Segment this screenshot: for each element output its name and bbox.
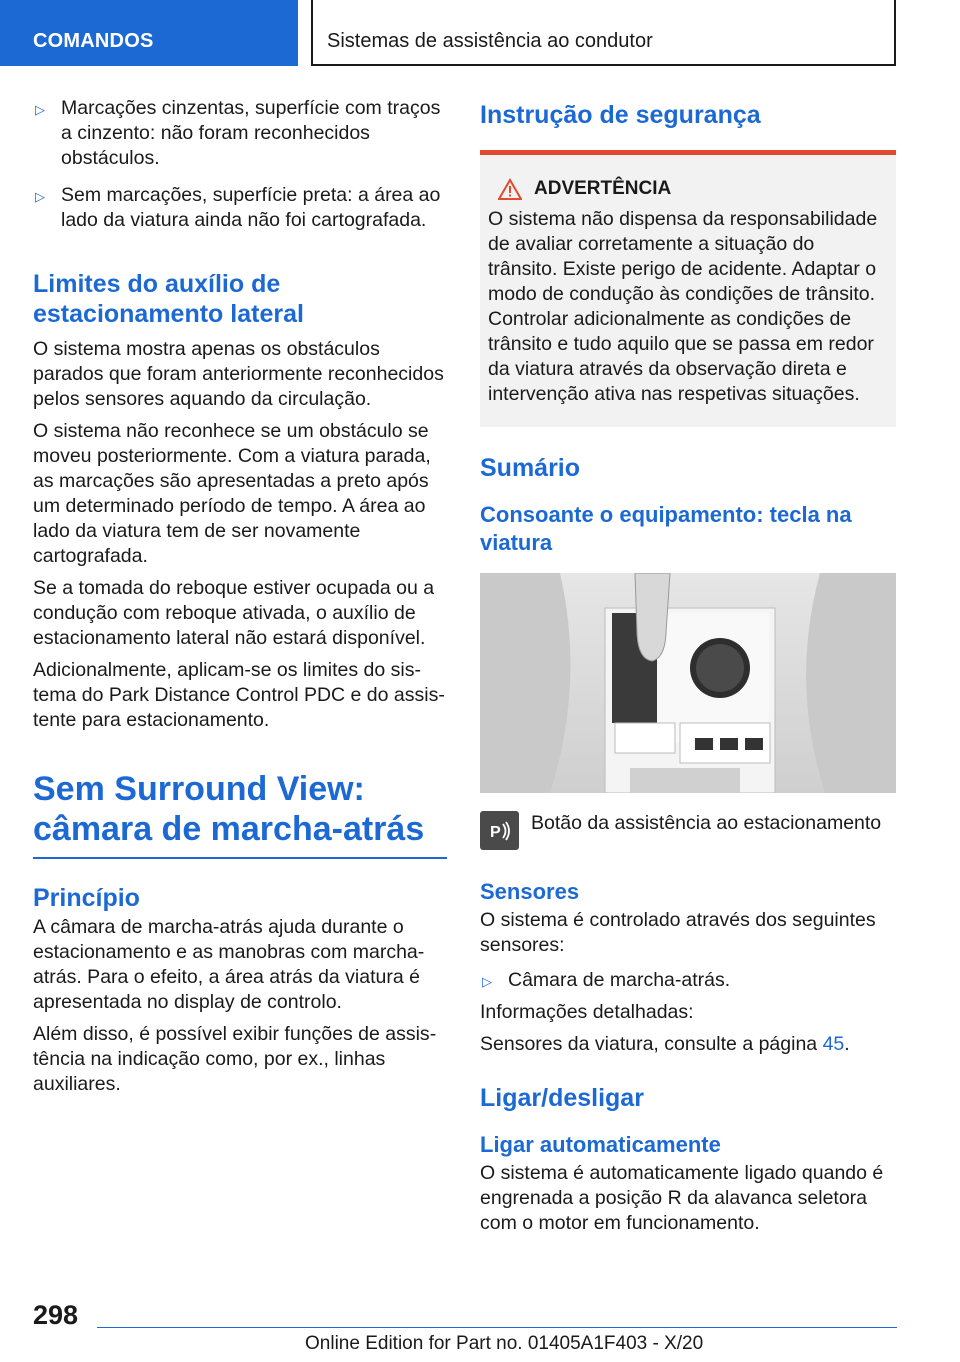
equipment-heading: Consoante o equipamento: tecla na viatura bbox=[480, 502, 852, 555]
sensors-heading: Sensores bbox=[480, 879, 580, 904]
section-tab bbox=[0, 0, 298, 66]
list-item: ▷ Marcações cinzentas, superfície com traços a cinzento: não foram reconhecidos obstáculos. bbox=[35, 97, 441, 169]
chapter-title: Sistemas de assistência ao condutor bbox=[327, 30, 653, 52]
sensors-intro: O sistema é controlado através dos seguintes sensores: bbox=[480, 909, 876, 956]
section-title: COMANDOS bbox=[33, 30, 154, 52]
left-column bbox=[33, 96, 447, 1104]
limits-heading: Limites do auxílio de estacionamento lateral bbox=[33, 270, 304, 328]
footer-divider bbox=[97, 1327, 897, 1328]
chapter-tab bbox=[311, 0, 896, 66]
warning-title: ADVERTÊNCIA bbox=[534, 178, 672, 199]
limits-paragraph: Se a tomada do reboque estiver ocupada ou a condução com reboque ativada, o auxílio de estacionamento lateral não estará disponível. bbox=[33, 577, 435, 649]
auto-paragraph: O sistema é automaticamente ligado quando é engrenada a posição R da alavanca seletora com o motor em funcionamento. bbox=[480, 1162, 884, 1234]
warning-title-row bbox=[488, 177, 888, 201]
park-assist-icon bbox=[480, 811, 519, 850]
principle-paragraph: A câmara de marcha-atrás ajuda durante o estacionamento e as manobras com marcha-atrás. Para o efeito, a área atrás da viatura é apresentada no display de controlo. bbox=[33, 916, 425, 1013]
page-number: 298 bbox=[33, 1300, 79, 1330]
edition-text: Online Edition for Part no. 01405A1F403 - X/20 bbox=[305, 1333, 704, 1354]
page-link[interactable]: 45 bbox=[822, 1033, 845, 1055]
limits-paragraph: O sistema não reconhece se um obstáculo se moveu posteriormente. Com a viatura parada, as marcações são apresentadas a preto após um determinado período de tempo. A área ao lado da viatura tem de ser novamente cartografada. bbox=[33, 420, 431, 567]
main-heading: Sem Surround View: câmara de marcha-atrás bbox=[33, 770, 425, 848]
center-console-illustration bbox=[480, 573, 896, 793]
warning-triangle-icon bbox=[498, 178, 522, 200]
button-caption: Botão da assistência ao estacionamento bbox=[531, 812, 882, 834]
limits-paragraph: Adicionalmente, aplicam-se os limites do sistema do Park Distance Control PDC e do assistente para estacionamento. bbox=[33, 659, 445, 731]
right-column bbox=[480, 100, 896, 1243]
svg-text:P: P bbox=[489, 823, 501, 841]
bullet-triangle-icon: ▷ bbox=[35, 189, 45, 204]
auto-heading: Ligar automaticamente bbox=[480, 1132, 721, 1157]
summary-heading: Sumário bbox=[480, 454, 581, 482]
onoff-heading: Ligar/desligar bbox=[480, 1084, 644, 1112]
principle-paragraph: Além disso, é possível exibir funções de assistência na indicação como, por ex., linhas auxiliares. bbox=[33, 1023, 437, 1095]
limits-paragraph: O sistema mostra apenas os obstáculos parados que foram anteriormente reconhecidos pelos sensores aquando da circulação. bbox=[33, 338, 444, 410]
list-item: ▷ Câmara de marcha-atrás. bbox=[480, 968, 896, 993]
button-caption-row bbox=[480, 811, 896, 850]
warning-text: O sistema não dispensa da responsabilidade de avaliar corretamente a situação do trânsito. Existe perigo de acidente. Adaptar o modo de condução às condições de trânsito. Controlar adicionalmente as condições de trânsito e tudo aquilo que se passa em redor da viatura através da observação direta e intervenção ativa nas respetivas situações. bbox=[488, 208, 878, 405]
bullet-triangle-icon: ▷ bbox=[482, 974, 492, 989]
list-item: ▷ Sem marcações, superfície preta: a área ao lado da viatura ainda não foi cartografada. bbox=[35, 184, 441, 231]
principle-heading: Princípio bbox=[33, 884, 140, 912]
safety-heading: Instrução de segurança bbox=[480, 101, 761, 129]
heading-divider bbox=[33, 857, 447, 859]
warning-box bbox=[480, 150, 896, 427]
details-paragraph: Sensores da viatura, consulte a página 45. bbox=[480, 1033, 850, 1055]
details-label: Informações detalhadas: bbox=[480, 1001, 694, 1023]
bullet-triangle-icon: ▷ bbox=[35, 102, 45, 117]
console-photo bbox=[480, 573, 896, 793]
